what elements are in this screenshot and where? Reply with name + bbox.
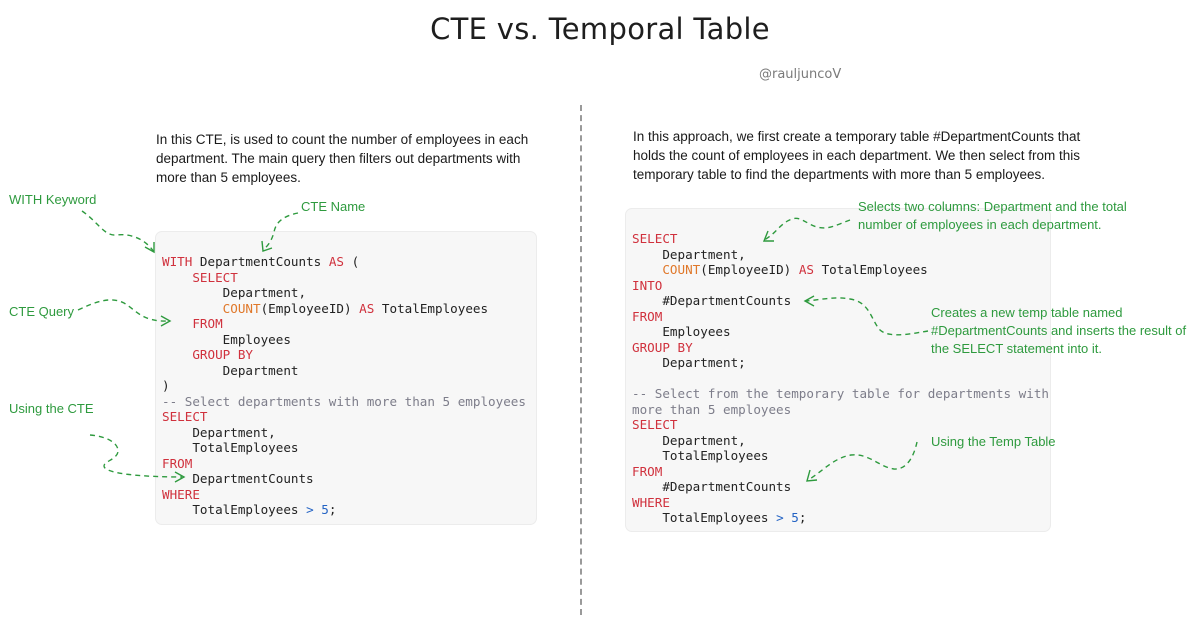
- code-token-pl: TotalEmployees: [374, 300, 489, 316]
- code-token-pl: Department;: [632, 355, 746, 370]
- code-token-kw: AS: [798, 262, 815, 277]
- temp-table-code-line: [632, 495, 1049, 511]
- temp-table-description: In this approach, we first create a temporary table #DepartmentCounts that holds the count of employees in each department. We then select from this temporary table to find the departments with more than 5 employees.: [633, 129, 1081, 182]
- cte-code-line: [162, 316, 526, 332]
- code-token-kw: SELECT: [192, 269, 238, 285]
- cte-code-line: [162, 456, 526, 472]
- code-token-pl: TotalEmployees: [814, 262, 928, 277]
- code-token-pl: ): [162, 378, 170, 393]
- code-token-pl: #DepartmentCounts: [632, 479, 792, 494]
- code-token-kw: FROM: [632, 308, 663, 324]
- temp-table-code-line: [632, 510, 1049, 526]
- code-token-kw: FROM: [192, 316, 223, 331]
- code-token-pl: TotalEmployees: [632, 448, 769, 463]
- code-token-cm: more than 5 employees: [632, 401, 792, 417]
- code-token-kw: WITH: [162, 254, 193, 269]
- temp-table-code-line: [632, 262, 1049, 278]
- code-token-kw: WHERE: [162, 486, 200, 502]
- cte-code-line: [162, 301, 526, 317]
- code-token-pl: (: [344, 254, 360, 269]
- cte-code-line: [162, 425, 526, 441]
- code-token-pl: ;: [328, 502, 337, 517]
- temp-table-code-line: [632, 278, 1049, 294]
- code-token-kw: INTO: [632, 277, 663, 293]
- cte-code-line: [162, 332, 526, 348]
- cte-code-line: [162, 347, 526, 363]
- cte-code-line: [162, 471, 526, 487]
- code-token-pl: #DepartmentCounts: [632, 293, 792, 308]
- code-token-pl: [632, 262, 662, 277]
- code-token-fn: COUNT: [662, 262, 701, 277]
- code-token-cm: -- Select from the temporary table for departments with: [632, 386, 1050, 401]
- code-token-kw: GROUP BY: [192, 347, 254, 362]
- temp-table-code-line: [632, 464, 1049, 480]
- code-token-op: >: [306, 502, 314, 517]
- center-divider: [580, 105, 582, 615]
- temp-table-code-line: [632, 417, 1049, 433]
- temp-table-code: [632, 231, 1049, 526]
- annotation-with-keyword: WITH Keyword: [9, 192, 97, 207]
- code-token-pl: DepartmentCounts: [162, 471, 314, 486]
- code-token-pl: TotalEmployees: [162, 502, 307, 517]
- code-token-kw: AS: [328, 254, 344, 269]
- code-token-kw: SELECT: [632, 417, 678, 432]
- cte-code-line: [162, 254, 526, 270]
- code-token-kw: SELECT: [632, 231, 678, 246]
- annotation-using-temp-table: Using the Temp Table: [931, 434, 1056, 449]
- cte-code-line: [162, 285, 526, 301]
- code-token-kw: FROM: [162, 455, 193, 471]
- temp-table-code-line: [632, 402, 1049, 418]
- cte-description: In this CTE, is used to count the number of employees in each department. The main query then filters out departments with more than 5 employees.: [156, 132, 529, 185]
- code-token-nm: 5: [791, 510, 799, 525]
- code-token-kw: WHERE: [632, 494, 670, 510]
- annotation-creates-temp-table: Creates a new temp table named #DepartmentCounts and inserts the result of the SELECT statement into it.: [931, 305, 1187, 356]
- annotation-cte-name: CTE Name: [301, 199, 366, 214]
- code-token-nm: 5: [321, 502, 329, 517]
- cte-code-line: [162, 363, 526, 379]
- code-token-kw: AS: [359, 300, 375, 316]
- temp-table-code-line: [632, 386, 1049, 402]
- code-token-pl: [162, 316, 192, 331]
- code-token-pl: Department,: [632, 246, 746, 262]
- code-token-pl: ;: [798, 510, 807, 525]
- code-token-pl: Department,: [162, 285, 307, 300]
- cte-code-line: [162, 502, 526, 518]
- page-title: CTE vs. Temporal Table: [430, 12, 770, 46]
- code-token-fn: COUNT: [222, 300, 261, 316]
- cte-code: [162, 254, 526, 518]
- code-token-cm: -- Select departments with more than 5 employees: [162, 393, 526, 409]
- code-token-op: >: [776, 510, 784, 525]
- cte-code-line: [162, 440, 526, 456]
- code-token-pl: Employees: [632, 324, 731, 339]
- code-token-pl: TotalEmployees: [632, 510, 777, 525]
- annotation-using-cte: Using the CTE: [9, 401, 94, 416]
- code-token-pl: Department: [162, 362, 299, 378]
- arrowhead-with-keyword: [145, 242, 154, 252]
- cte-code-line: [162, 487, 526, 503]
- temp-table-code-line: [632, 371, 1049, 387]
- code-token-pl: [162, 270, 192, 285]
- annotation-cte-query: CTE Query: [9, 304, 75, 319]
- code-token-kw: GROUP BY: [632, 339, 693, 355]
- author-handle: @rauljuncoV: [759, 67, 842, 82]
- arrow-with-keyword: [82, 211, 154, 252]
- temp-table-code-line: [632, 247, 1049, 263]
- code-token-pl: TotalEmployees: [162, 440, 299, 455]
- temp-table-code-line: [632, 479, 1049, 495]
- code-token-pl: DepartmentCounts: [192, 254, 329, 269]
- code-token-pl: [162, 301, 223, 316]
- cte-code-line: [162, 270, 526, 286]
- cte-code-line: [162, 378, 526, 394]
- code-token-pl: [162, 347, 192, 362]
- code-token-pl: (EmployeeID): [260, 300, 360, 316]
- code-token-pl: Department,: [632, 432, 746, 448]
- cte-code-line: [162, 409, 526, 425]
- code-token-kw: SELECT: [162, 409, 208, 424]
- cte-code-line: [162, 394, 526, 410]
- code-token-pl: (EmployeeID): [700, 262, 799, 277]
- code-token-kw: FROM: [632, 463, 663, 479]
- code-token-pl: Department,: [162, 424, 276, 440]
- annotation-selects-two-columns: Selects two columns: Department and the total number of employees in each department.: [858, 199, 1127, 232]
- code-token-pl: Employees: [162, 331, 291, 347]
